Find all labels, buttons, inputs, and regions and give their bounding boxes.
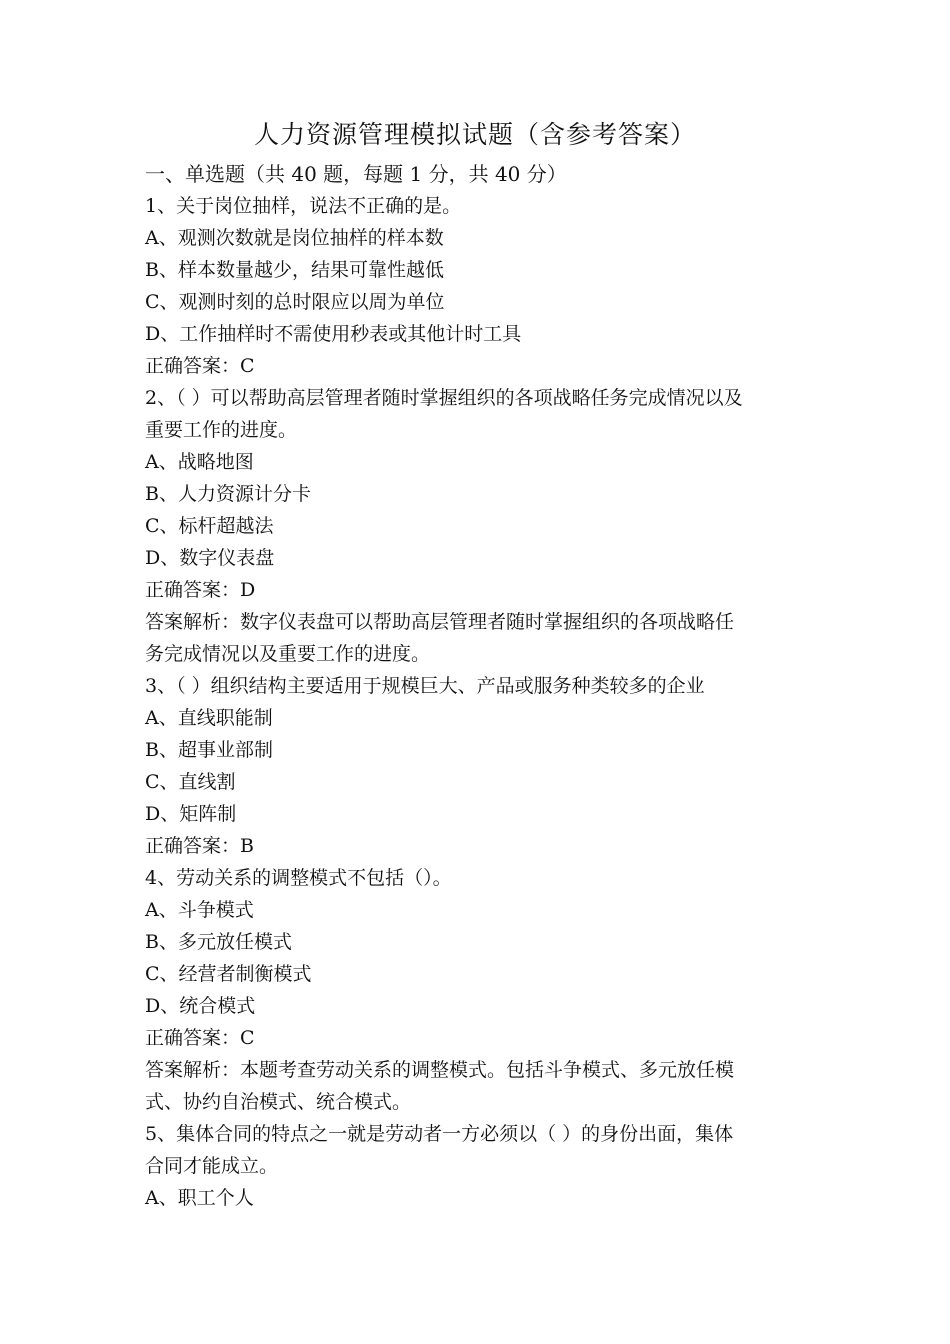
option-line: C、直线割 <box>145 771 236 793</box>
option-line: C、经营者制衡模式 <box>145 963 312 985</box>
option-line: B、多元放任模式 <box>145 931 292 953</box>
question-line: 3、（ ）组织结构主要适用于规模巨大、产品或服务种类较多的企业 <box>145 675 705 697</box>
option-line: A、战略地图 <box>145 451 254 473</box>
section-heading: 一、单选题（共 40 题，每题 1 分，共 40 分） <box>145 162 567 186</box>
option-line: A、观测次数就是岗位抽样的样本数 <box>145 227 444 249</box>
document-body <box>145 158 810 1214</box>
answer-line: 正确答案：D <box>145 579 256 601</box>
option-line: D、工作抽样时不需使用秒表或其他计时工具 <box>145 323 522 345</box>
option-line: C、观测时刻的总时限应以周为单位 <box>145 291 445 313</box>
answer-line: 正确答案：B <box>145 835 254 857</box>
text-line: 合同才能成立。 <box>145 1155 279 1177</box>
option-line: D、统合模式 <box>145 995 256 1017</box>
question-line: 4、劳动关系的调整模式不包括（）。 <box>145 867 452 889</box>
question-line: 1、关于岗位抽样，说法不正确的是。 <box>145 195 462 217</box>
answer-line: 正确答案：C <box>145 355 255 377</box>
answer-line: 正确答案：C <box>145 1027 255 1049</box>
question-line: 2、（ ）可以帮助高层管理者随时掌握组织的各项战略任务完成情况以及 <box>145 387 743 409</box>
option-line: A、斗争模式 <box>145 899 254 921</box>
explanation-line: 答案解析：本题考查劳动关系的调整模式。包括斗争模式、多元放任模 <box>145 1059 735 1081</box>
explanation-line: 答案解析：数字仪表盘可以帮助高层管理者随时掌握组织的各项战略任 <box>145 611 735 633</box>
option-line: D、数字仪表盘 <box>145 547 275 569</box>
option-line: B、样本数量越少，结果可靠性越低 <box>145 259 444 281</box>
option-line: A、直线职能制 <box>145 707 273 729</box>
question-line: 5、集体合同的特点之一就是劳动者一方必须以（ ）的身份出面，集体 <box>145 1123 734 1145</box>
option-line: A、职工个人 <box>145 1187 254 1209</box>
option-line: B、超事业部制 <box>145 739 273 761</box>
text-line: 式、协约自治模式、统合模式。 <box>145 1091 412 1113</box>
option-line: C、标杆超越法 <box>145 515 274 537</box>
text-line: 务完成情况以及重要工作的进度。 <box>145 643 431 665</box>
option-line: B、人力资源计分卡 <box>145 483 311 505</box>
option-line: D、矩阵制 <box>145 803 237 825</box>
text-line: 重要工作的进度。 <box>145 419 298 441</box>
document-title: 人力资源管理模拟试题（含参考答案） <box>253 120 696 149</box>
